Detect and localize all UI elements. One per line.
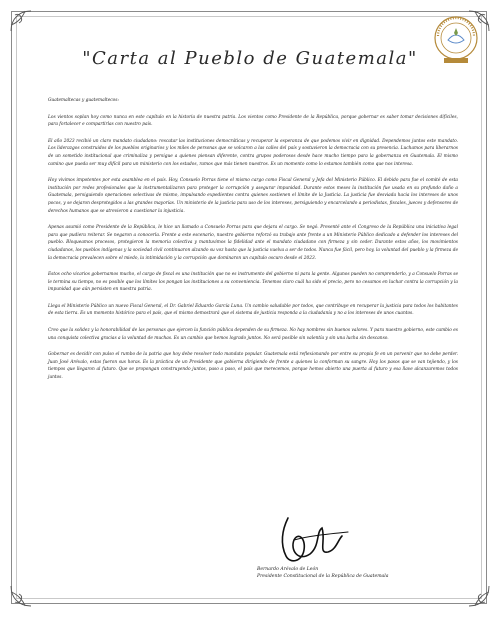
corner-ornament-icon (7, 582, 35, 610)
corner-ornament-icon (7, 7, 35, 35)
letter-paragraph: Estos ocho vicarios gobernamos mucho, el cargo de fiscal es una institución que no es instrumento del gobierno ni para la gente. Algunos pueden no comprenderlo, y a Consuelo Porras se le termina su tiempo, no es posible que los límites los pongan las instituciones a su conveniencia. Tenemos claro cuál ha sido el precio, pero no cesamos en luchar contra la corrupción y la impunidad que aún persisten en nuestra patria. (48, 272, 458, 293)
signatory-name: Bernardo Arévalo de León (257, 567, 319, 572)
page-title: "Carta al Pueblo de Guatemala" (82, 48, 418, 69)
handwritten-signature (258, 510, 378, 570)
letter-paragraph: Los vientos soplan hoy como nunca en este capítulo en la historia de nuestra patria. Los vientos como Presidente de la República, porque gobernar es saber tomar decisiones difíciles, para fortalecer e compartirlas con nuestro país. (48, 114, 458, 128)
letter-paragraph: Creo que la solidez y la honorabilidad de las personas que ejercen la función pública dependen de su firmeza. No hay nombres sin buenos valores. Y para nuestro gobierno, este cambio es una conquista colectiva gracias a la voluntad de muchas. Es un cambio que hemos logrado juntos. No será posible sin valentía y sin una lucha sin descanso. (48, 328, 458, 341)
letter-paragraph: Gobernar es decidir con pulso el rumbo de la patria que hoy debe resolver todo mandato popular. Guatemala está reflexionando por entre su propia fe en un porvenir que no debe perder. Juan José Arévalo, estas fueron sus horas. Es la práctica de un Presidente que gobierna dirigiendo de frente a quienes la conforman su sangre. Hoy los pasos que se van tejiendo, y los tiempos que llegaron al futuro. Que se propongan construyendo juntos, paso a paso, el país que merecemos, porque hemos abierto una puerta al futuro y esa llave alcanzaremos todos juntos. (48, 352, 458, 381)
signatory (257, 566, 389, 580)
letter-greeting: Guatemaltecas y guatemaltecos: (48, 98, 119, 103)
letter-paragraph: Hoy vivimos impotentes por esta asamblea en el país. Hoy, Consuelo Porras tiene el mismo cargo como Fiscal General y Jefa del Ministerio Público. El debido para fue el comité de esta institución por redes profesionales que la instrumentalizaron para proteger la corrupción y asegurar impunidad. Durante estos meses la institución fue usada en su profundo daño a Guatemala, persiguiendo operaciones selectivas de mismo, impulsando expedientes contra quienes sostienen el límite de la Justicia. La justicia fue desviada hacia los intereses de unos pocos, y se dejaron desprotegidos a las grandes mayorías. Un ministerio de la justicia para uso de los intereses, persiguiendo y encarcelando a periodistas, fiscales, jueces y defensores de derechos humanos que se atrevieron a cuestionar la injusticia. (48, 178, 458, 214)
signatory-title: Presidente Constitucional de la República de Guatemala (257, 574, 389, 579)
letter-paragraph: Llega el Ministerio Público un nuevo Fiscal General, el Dr. Gabriel Eduardo García Luna. Un cambio saludable por todos, que contribuye en recuperar la justicia para todos los habitantes de esta tierra. Es un momento histórico para el país, que el mismo demostrará que el sistema de justicia responda a la ciudadanía y no a los intereses de unos cuantos. (48, 303, 458, 317)
letter-body (48, 97, 458, 391)
letter-paragraph: El año 2023 recibió un claro mandato ciudadano: rescatar las instituciones democráticas y recuperar la esperanza de que podemos vivir en dignidad. Dependemos juntos este mandato. Los liderazgos construidos de los pueblos originarios y los miles de personas que se volcaron a las calles del país y sostuvieron la democracia con su presencia. Luchamos para liberarnos de un sometido institucional que criminaliza y persigue a quienes piensan diferente, contra grupos poderosos desde hace mucho tiempo para la gobernanza en Guatemala. El mismo camino que pueda ser muy difícil para un ministerio con los estados, ramos que más tienen nuestros. Es un momento como lo estamos también como que nos interesa. (48, 138, 458, 167)
corner-ornament-icon (465, 582, 493, 610)
letter-paragraph: Apenas asumió como Presidente de la República, le hice un llamado a Consuelo Porras para que dejara el cargo. Se negó. Presenté ante el Congreso de la República una iniciativa legal para que pudiera reiterar. Se negaron a conocerla. Frente a este escenario, nuestro gobierno reforzó su trabajo ante frente a un Ministerio Público dedicado a defender los intereses del pueblo. Bloqueamos procesos, protegieron la memoria colectiva y mantuvimos la fidelidad ante el mandato ciudadano con firmeza y sin ceder. Durante estos años, los movimientos ciudadanos, los pueblos indígenas y la sociedad civil continuaron alzando su voz hasta que la justicia vuelva a ser de todos. Nunca fue fácil, pero hoy, la voluntad del pueblo y la firmeza de la democracia prevalecen sobre el miedo, la intimidación y la corrupción que dominaron un capítulo oscuro desde el 2023. (48, 225, 458, 261)
